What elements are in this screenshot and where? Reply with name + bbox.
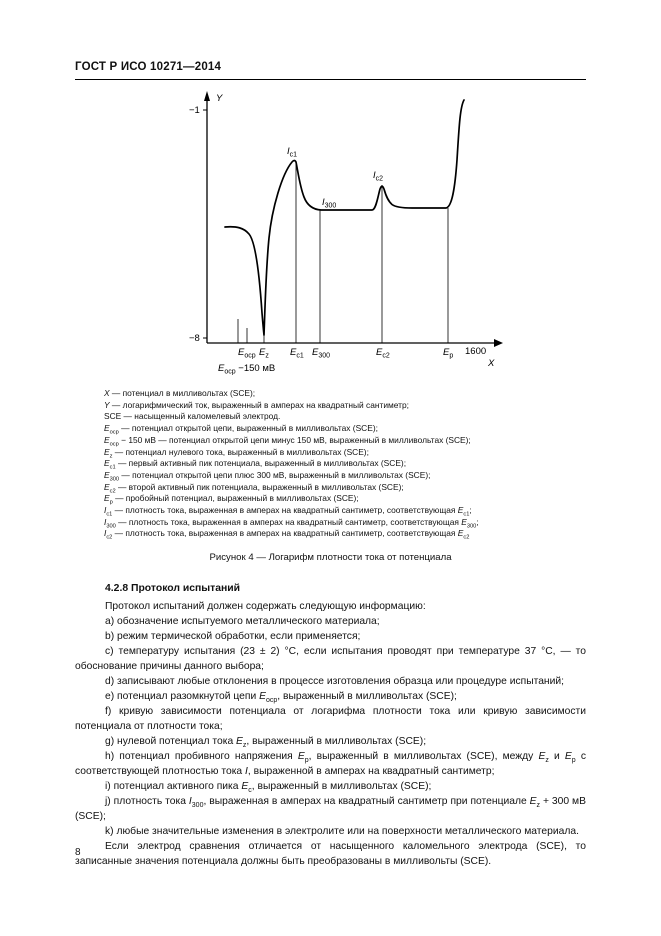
label-x-axis: X xyxy=(488,358,495,369)
label-x-1600: 1600 xyxy=(465,346,487,357)
axes xyxy=(203,96,496,343)
y-axis-arrow xyxy=(204,91,210,101)
protocol-item: h) потенциал пробивного напряжения $E_p$, выраженный в милливольтах (SCE), между $E_z$ и $E_p$ с соответствующей плотностью тока I, выраженной в амперах на квадратный сантиметр; xyxy=(75,751,586,777)
page-number: 8 xyxy=(75,847,81,858)
legend-item: $I_{300}$ — плотность тока, выраженная в амперах на квадратный сантиметр, соответствующая $E_{300}$; xyxy=(104,516,479,530)
label-y-top: −1 xyxy=(189,105,200,116)
label-ec2: $E_{c2}$ xyxy=(376,347,390,360)
protocol-item: i) потенциал активного пика $E_c$, выраженный в милливольтах (SCE); xyxy=(105,781,432,795)
protocol-item: e) потенциал разомкнутой цепи $E_{ocp}$, выраженный в милливольтах (SCE); xyxy=(105,691,457,705)
legend-item: SCE — насыщенный каломелевый электрод. xyxy=(104,411,281,422)
protocol-list xyxy=(75,614,586,839)
x-axis-arrow xyxy=(494,339,503,347)
label-eocp-minus-150: $E_{ocp} -150$ мВ xyxy=(218,363,276,376)
label-ez: $E_z$ xyxy=(259,347,269,360)
closing-paragraph: Если электрод сравнения отличается от насыщенного каломельного электрода (SCE), то записанные значения потенциала должны быть преобразованы в милливольты (SCE). xyxy=(75,841,586,867)
section-intro: Протокол испытаний должен содержать следующую информацию: xyxy=(105,601,426,612)
legend-item: $E_p$ — пробойный потенциал, выраженный в милливольтах (SCE); xyxy=(104,493,359,506)
protocol-item: f) кривую зависимости потенциала от логарифма плотности тока или кривую зависимости потенциала от плотности тока; xyxy=(75,706,586,732)
legend-item: $E_{c2}$ — второй активный пик потенциала, выраженный в милливольтах (SCE); xyxy=(104,481,404,495)
figure-caption: Рисунок 4 — Логарифм плотности тока от потенциала xyxy=(209,552,452,563)
label-y-axis: Y xyxy=(216,93,223,104)
label-e300: $E_{300}$ xyxy=(312,347,331,360)
protocol-item: k) любые значительные изменения в электролите или на поверхности металлического материала. xyxy=(105,826,579,837)
legend-item: Y — логарифмический ток, выраженный в амперах на квадратный сантиметр; xyxy=(104,399,409,410)
legend-item: $E_{c1}$ — первый активный пик потенциала, выраженный в милливольтах (SCE); xyxy=(104,458,407,471)
label-ep: $E_p$ xyxy=(443,347,454,360)
label-i300: $I_{300}$ xyxy=(322,197,337,210)
protocol-item: a) обозначение испытуемого металлического материала; xyxy=(105,616,380,627)
legend-item: X — потенциал в милливольтах (SCE); xyxy=(104,388,256,398)
section-heading: 4.2.8 Протокол испытаний xyxy=(105,583,241,594)
protocol-item: c) температуру испытания (23 ± 2) °С, если испытания проводят при температуре 37 °С, — то обоснование причины данного выбора; xyxy=(75,646,586,672)
current-density-curve xyxy=(225,100,464,335)
section-4-2-8 xyxy=(75,581,586,869)
label-eocp: $E_{ocp}$ xyxy=(238,347,256,360)
legend-item: $E_{300}$ — потенциал открытой цепи плюс 300 мВ, выраженный в милливольтах (SCE); xyxy=(104,469,431,483)
document-header: ГОСТ Р ИСО 10271—2014 xyxy=(75,61,222,73)
figure-legend xyxy=(104,388,574,540)
legend-item: $E_{ocp} - 150$ мВ — потенциал открытой цепи минус 150 мВ, выраженный в милливольтах (SCE); xyxy=(104,434,471,448)
figure-4-plot xyxy=(180,88,512,388)
protocol-item: g) нулевой потенциал тока $E_z$, выраженный в милливольтах (SCE); xyxy=(105,736,427,750)
legend-item: $E_{ocp}$ — потенциал открытой цепи, выраженный в милливольтах (SCE); xyxy=(104,423,378,436)
protocol-item: b) режим термической обработки, если применяется; xyxy=(105,631,361,642)
legend-item: $I_{c2}$ — плотность тока, выраженная в амперах на квадратный сантиметр, соответствующая $E_{c2}$ xyxy=(104,528,470,542)
header-rule xyxy=(75,79,586,80)
label-ec1: $E_{c1}$ xyxy=(290,347,304,360)
potential-marker-lines xyxy=(238,162,448,343)
protocol-item: d) записывают любые отклонения в процессе изготовления образца или процедуре испытаний; xyxy=(105,676,564,687)
legend-item: $E_z$ — потенциал нулевого тока, выраженный в милливольтах (SCE); xyxy=(104,446,369,460)
label-y-bottom: −8 xyxy=(189,333,200,344)
legend-item: $I_{c1}$ — плотность тока, выраженная в амперах на квадратный сантиметр, соответствующая $E_{c1}$; xyxy=(104,505,472,518)
protocol-item: j) плотность тока $I_{300}$, выраженная в амперах на квадратный сантиметр при потенциале $E_z + 300$ мВ (SCE); xyxy=(75,796,586,822)
label-ic2: $I_{c2}$ xyxy=(373,170,384,183)
label-ic1: $I_{c1}$ xyxy=(287,146,298,159)
